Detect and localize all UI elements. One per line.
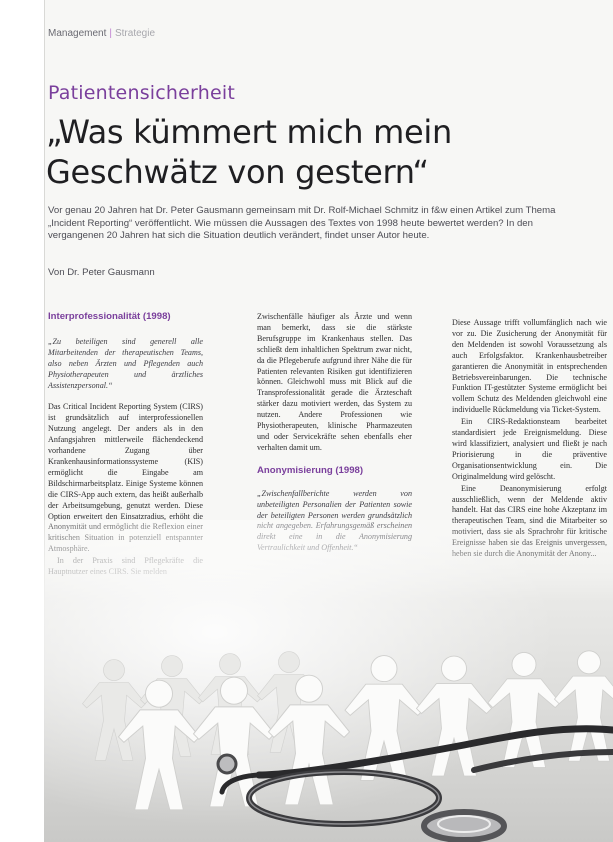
breadcrumb-subsection: Strategie [114, 28, 156, 39]
breadcrumb [48, 28, 155, 39]
body-paragraph: Zwischenfälle häufiger als Ärzte und wenn man bemerkt, dass sie die stärkste Berufsgruppe im Krankenhaus stellen. Das schließt dem inhaltlichen Spektrum zwar nicht, da die Pflegeberufe aufgrund ihrer Nähe die für Patienten relevanten Risiken gut identifizieren können. Gleichwohl muss mit Blick auf die Transprofessionalität gerade die Ärzteschaft stärker dazu motiviert werden, das System zu nutzen. Andere Professionen wie Physiotherapeuten, klinische Pharmazeuten und oder Servicekräfte sehen ebenfalls eher verhalten damit um. [257, 312, 412, 452]
body-paragraph: Eine Deanonymisierung erfolgt ausschließlich, wenn der Meldende aktiv handelt. Hat das CIRS eine hohe Akzeptanz im [452, 483, 607, 515]
body-paragraph: Ein CIRS-Redaktionsteam bearbeitet standardisiert jede Ereignismeldung. Diese wird klassifiziert, analysiert und fließt je nach Priorisierung in die präventive Organisationsentwicklung ein. Die Originalmeldung wird gelöscht. [452, 417, 607, 481]
quote-1998: „Zu beteiligen sind generell alle Mitarbeitenden der therapeutischen Teams, also neben Ärzten und Pflegenden auch Physiotherapeuten und ärztliches Assistenzpersonal.“ [48, 336, 203, 390]
body-paragraph: Diese Aussage trifft vollumfänglich nach wie vor zu. Die Zusicherung der Anonymität für den Meldenden ist sowohl Voraussetzung als auch Erfolgsfaktor. Krankenhausbetreiber garantieren die Anonymität in entsprechenden Betriebsvereinbarungen. Die technische Funktion IT-gestützter Systeme ermöglicht bei vollem Schutz des Meldenden gleichwohl eine individuelle Rückmeldung via Ticket-System. [452, 318, 607, 415]
breadcrumb-separator: | [109, 28, 112, 39]
body-paragraph: Das Critical Incident Reporting System (CIRS) ist grundsätzlich auf interprofessionellen Nutzung angelegt. Der anders als in den Anfangsjahren mittlerweile flächendeckend vorhandene Zugang über Krankenhausinformationssysteme (KIS) ermöglicht die Eingabe am Bildschirmarbeitsplatz. Einige Systeme können die CIRS-App auch extern, das heißt außerhalb der Arbeitsumgebung, genutzt werden. Diese Option erweitert den Einsatzradius, erhöht die [48, 402, 203, 521]
paper-people-stethoscope-illustration [44, 520, 613, 842]
page-title: „Was kümmert mich mein Geschwätz von gestern“ [46, 113, 452, 191]
section-heading-anonymisierung: Anonymisierung (1998) [257, 464, 364, 476]
lead-paragraph: Vor genau 20 Jahren hat Dr. Peter Gausmann gemeinsam mit Dr. Rolf-Michael Schmitz in f&w einen Artikel zum Thema „Incident Reporting“ veröffentlicht. Wie müssen die Aussagen des Textes von 1998 heute bewertet werden? In den vergangenen 20 Jahren hat sich die Situation deutlich verändert, findet unser Autor heute. [48, 205, 556, 242]
section-heading-interprofessionalitaet: Interprofessionalität (1998) [48, 311, 171, 322]
breadcrumb-section: Management [48, 28, 107, 39]
topic-label: Patientensicherheit [48, 82, 235, 104]
byline: Von Dr. Peter Gausmann [48, 267, 155, 278]
quote-1998: „Zwischenfallberichte werden von unbeteiligten Personalien der Patienten sowie der beteiligten Personen werden grundsätzlich [257, 488, 412, 520]
